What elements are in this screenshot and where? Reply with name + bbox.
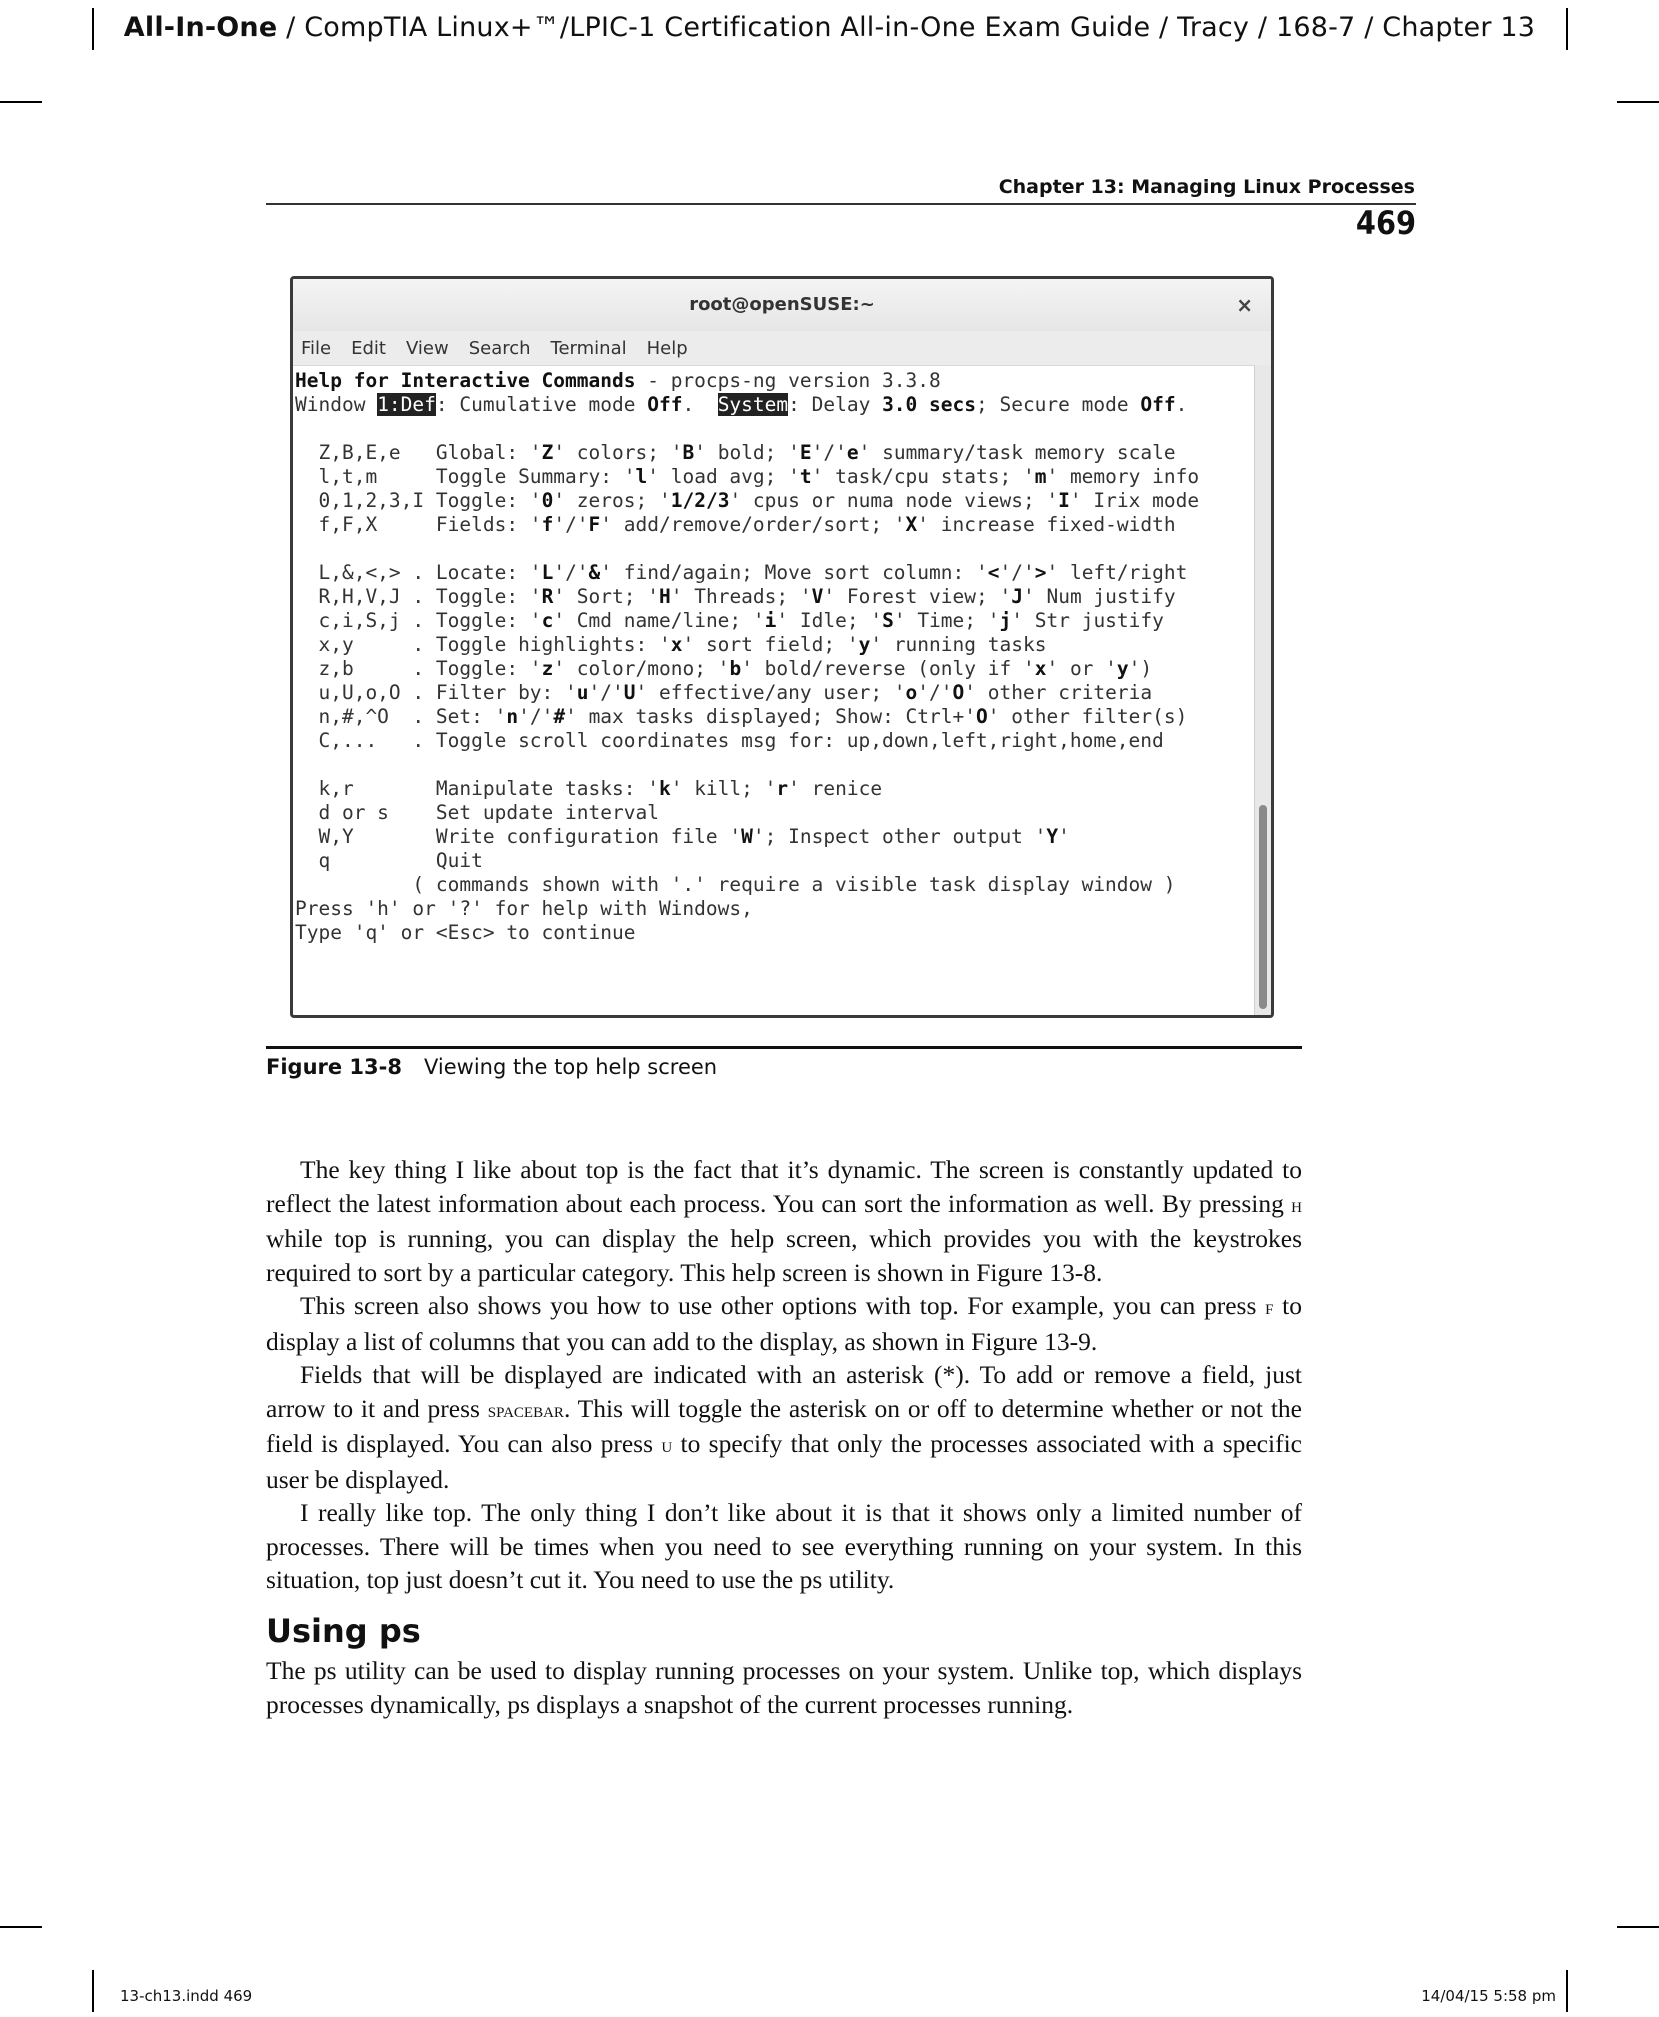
mode-value: Off — [647, 393, 683, 416]
help-entry — [295, 585, 1255, 609]
slug-file: 13-ch13.indd 469 — [120, 1987, 253, 2005]
help-entry — [295, 681, 1255, 705]
help-entry — [295, 633, 1255, 657]
paragraph-text: to specify that only the processes associated with a specific user be displayed. — [266, 1429, 1302, 1494]
help-keys: 0,1,2,3,I — [295, 489, 436, 512]
paragraph — [266, 1153, 1302, 1289]
terminal-output — [293, 365, 1255, 1015]
help-description: Global: 'Z' colors; 'B' bold; 'E'/'e' summary/task memory scale — [435, 441, 1176, 464]
help-keys: z,b . — [295, 657, 436, 680]
help-description: Toggle Summary: 'l' load avg; 't' task/cpu stats; 'm' memory info — [435, 465, 1200, 488]
menu-view[interactable]: View — [405, 337, 449, 359]
crop-mark — [92, 1970, 94, 2012]
terminal-note: ( commands shown with '.' require a visible task display window ) — [295, 873, 1176, 896]
help-description: Set update interval — [435, 801, 659, 824]
help-description: Toggle: '0' zeros; '1/2/3' cpus or numa node views; 'I' Irix mode — [435, 489, 1200, 512]
help-keys: l,t,m — [295, 465, 436, 488]
secure-label: ; Secure mode — [975, 393, 1141, 416]
menu-search[interactable]: Search — [468, 337, 531, 359]
delay-value: 3.0 secs — [882, 393, 976, 416]
window-label: Window — [295, 393, 378, 416]
terminal-press-line: Press 'h' or '?' for help with Windows, — [295, 897, 753, 920]
help-keys: c,i,S,j . — [295, 609, 436, 632]
figure-rule — [266, 1046, 1302, 1049]
help-description: Locate: 'L'/'&' find/again; Move sort column: '<'/'>' left/right — [435, 561, 1188, 584]
help-entry — [295, 801, 1255, 825]
help-description: Filter by: 'u'/'U' effective/any user; 'o'/'O' other criteria — [435, 681, 1153, 704]
help-keys: x,y . — [295, 633, 436, 656]
help-keys: C,... . — [295, 729, 436, 752]
separator: . — [1175, 393, 1188, 416]
paragraph-text: . This will toggle the asterisk on or off to determine whether or not the field is displayed. You can also press — [266, 1393, 1302, 1458]
help-keys: k,r — [295, 777, 436, 800]
crop-mark — [1617, 101, 1659, 103]
figure-label: Figure 13-8 — [266, 1055, 402, 1079]
paragraph-text: while top is running, you can display the help screen, which provides you with the keystrokes required to sort by a particular category. This help screen is shown in Figure 13-8. — [266, 1224, 1302, 1287]
help-description: Toggle scroll coordinates msg for: up,down,left,right,home,end — [435, 729, 1164, 752]
key-name: u — [661, 1433, 673, 1457]
help-keys: u,U,o,O . — [295, 681, 436, 704]
terminal-titlebar — [293, 279, 1271, 331]
help-keys: Z,B,E,e — [295, 441, 436, 464]
crop-mark — [0, 101, 42, 103]
chapter-head: Chapter 13: Managing Linux Processes — [998, 176, 1415, 198]
crop-mark — [1566, 1970, 1568, 2012]
help-keys: L,&,<,> . — [295, 561, 436, 584]
terminal-scrollbar[interactable] — [1254, 365, 1271, 1015]
help-keys: n,#,^O . — [295, 705, 436, 728]
help-entry — [295, 825, 1255, 849]
help-description: Write configuration file 'W'; Inspect other output 'Y' — [435, 825, 1070, 848]
running-head-brand: All-In-One — [123, 12, 278, 43]
help-keys: W,Y — [295, 825, 436, 848]
paragraph: I really like top. The only thing I don’t like about it is that it shows only a limited number of processes. There will be times when you need to see everything running on your system. In this situation, top just doesn’t cut it. You need to use the ps utility. — [266, 1498, 1302, 1594]
mode-label: : Cumulative mode — [435, 393, 648, 416]
help-description: Quit — [435, 849, 483, 872]
help-entry — [295, 609, 1255, 633]
paragraph — [266, 1289, 1302, 1358]
terminal-line — [295, 369, 1255, 393]
key-name: spacebar — [487, 1397, 564, 1422]
running-head-title: / CompTIA Linux+™/LPIC-1 Certification All-in-One Exam Guide / Tracy / 168-7 / Chapter 13 — [277, 12, 1536, 43]
window-badge: 1:Def — [377, 393, 436, 416]
paragraph-text: The key thing I like about top is the fact that it’s dynamic. The screen is constantly updated to reflect the latest information about each process. You can sort the information as well. By pressing — [266, 1155, 1302, 1218]
menu-help[interactable]: Help — [646, 337, 688, 359]
help-description: Toggle: 'c' Cmd name/line; 'i' Idle; 'S' Time; 'j' Str justify — [435, 609, 1164, 632]
section-heading: Using ps — [266, 1612, 421, 1650]
key-name: f — [1265, 1295, 1274, 1319]
help-keys: f,F,X — [295, 513, 436, 536]
terminal-title: root@openSUSE:~ — [689, 294, 875, 315]
help-entry — [295, 777, 1255, 801]
figure-caption — [266, 1055, 717, 1079]
help-keys: R,H,V,J . — [295, 585, 436, 608]
terminal-blank-line — [295, 753, 1255, 777]
help-entry — [295, 561, 1255, 585]
secure-value: Off — [1140, 393, 1176, 416]
header-rule — [266, 203, 1416, 205]
help-entry — [295, 465, 1255, 489]
menu-file[interactable]: File — [301, 337, 332, 359]
help-entry — [295, 705, 1255, 729]
terminal-line — [295, 393, 1255, 417]
paragraph — [266, 1358, 1302, 1496]
help-description: Toggle: 'z' color/mono; 'b' bold/reverse (only if 'x' or 'y') — [435, 657, 1153, 680]
terminal-window — [290, 276, 1274, 1018]
figure-caption-text: Viewing the top help screen — [424, 1055, 718, 1079]
paragraph-text: This screen also shows you how to use other options with top. For example, you can press — [300, 1291, 1266, 1320]
crop-mark — [0, 1926, 42, 1928]
running-head — [0, 12, 1659, 43]
scrollbar-thumb[interactable] — [1259, 805, 1267, 1009]
help-keys: d or s — [295, 801, 436, 824]
system-badge: System — [717, 393, 789, 416]
help-description: Toggle: 'R' Sort; 'H' Threads; 'V' Forest view; 'J' Num justify — [435, 585, 1176, 608]
terminal-type-line: Type 'q' or <Esc> to continue — [295, 921, 636, 944]
slug-date: 14/04/15 5:58 pm — [1421, 1987, 1556, 2005]
key-name: h — [1291, 1192, 1302, 1217]
help-description: Manipulate tasks: 'k' kill; 'r' renice — [435, 777, 883, 800]
help-description: Toggle highlights: 'x' sort field; 'y' running tasks — [435, 633, 1047, 656]
help-description: Fields: 'f'/'F' add/remove/order/sort; 'X' increase fixed-width — [435, 513, 1176, 536]
terminal-menubar — [293, 331, 1271, 366]
version-text: - procps-ng version 3.3.8 — [635, 369, 941, 392]
menu-terminal[interactable]: Terminal — [550, 337, 627, 359]
paragraph-text: Fields that will be displayed are indicated with an asterisk (*). To add or remove a field, just arrow to it and press — [266, 1360, 1302, 1423]
section-paragraph: The ps utility can be used to display running processes on your system. Unlike top, which displays processes dynamically, ps displays a snapshot of the current processes running. — [266, 1656, 1302, 1719]
help-heading: Help for Interactive Commands — [295, 369, 636, 392]
help-keys: q — [295, 849, 436, 872]
help-entry — [295, 849, 1255, 873]
crop-mark — [1617, 1926, 1659, 1928]
terminal-blank-line — [295, 537, 1255, 561]
terminal-blank-line — [295, 417, 1255, 441]
close-icon[interactable]: × — [1236, 293, 1253, 317]
body-text — [266, 1153, 1302, 1597]
delay-label: : Delay — [788, 393, 883, 416]
paragraph-text: to display a list of columns that you can add to the display, as shown in Figure 13-9. — [266, 1291, 1302, 1356]
separator: . — [682, 393, 718, 416]
help-entry — [295, 729, 1255, 753]
page-number: 469 — [1355, 204, 1416, 242]
help-description: Set: 'n'/'#' max tasks displayed; Show: Ctrl+'O' other filter(s) — [435, 705, 1188, 728]
help-entry — [295, 657, 1255, 681]
help-entry — [295, 513, 1255, 537]
help-entry — [295, 489, 1255, 513]
help-entry — [295, 441, 1255, 465]
menu-edit[interactable]: Edit — [351, 337, 386, 359]
